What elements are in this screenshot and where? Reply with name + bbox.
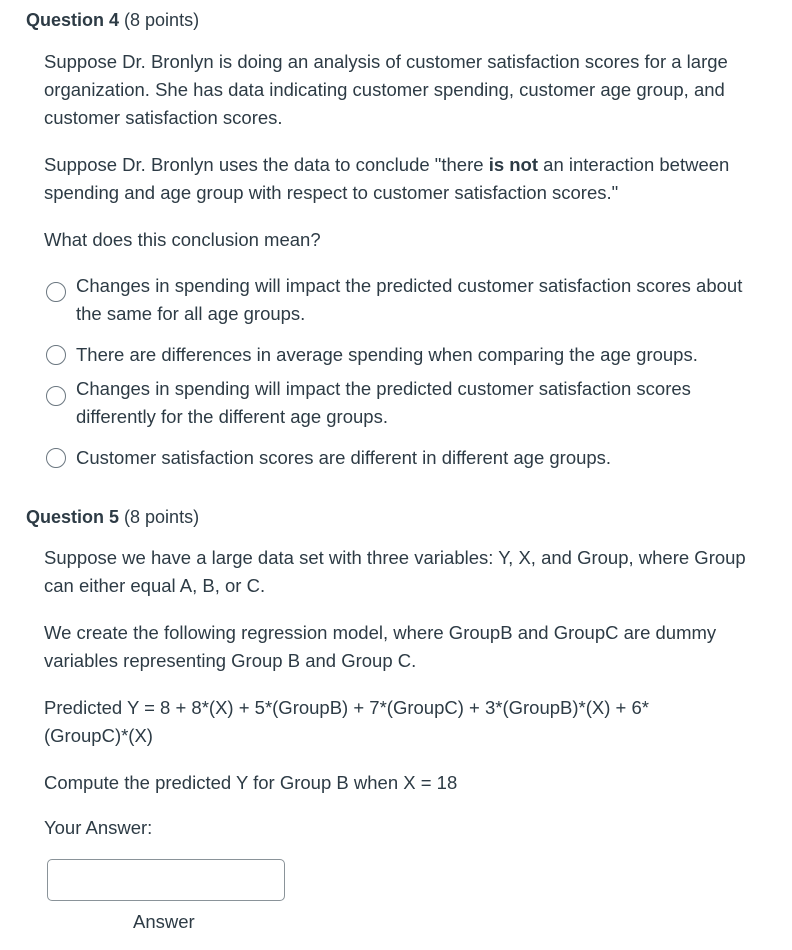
question-4-heading bbox=[26, 10, 199, 31]
option-4[interactable] bbox=[46, 444, 766, 472]
question-4-label: Question 4 bbox=[26, 10, 120, 30]
question-4-points: (8 points) bbox=[124, 10, 200, 30]
conclusion-text-start: Suppose Dr. Bronlyn uses the data to conclude "there bbox=[44, 154, 489, 175]
question-5-scenario: Suppose we have a large data set with three variables: Y, X, and Group, where Group can either equal A, B, or C. bbox=[44, 547, 746, 596]
answer-input[interactable] bbox=[47, 859, 285, 901]
option-1-label[interactable]: Changes in spending will impact the predicted customer satisfaction scores about the same for all age groups. bbox=[76, 275, 743, 324]
question-5-model-description: We create the following regression model, where GroupB and GroupC are dummy variables representing Group B and Group C. bbox=[44, 622, 717, 671]
option-2-radio[interactable] bbox=[46, 345, 66, 365]
option-3-label[interactable]: Changes in spending will impact the predicted customer satisfaction scores differently for the different age groups. bbox=[76, 378, 691, 427]
question-4-prompt: What does this conclusion mean? bbox=[44, 229, 321, 250]
option-3[interactable] bbox=[46, 375, 766, 431]
option-1-radio[interactable] bbox=[46, 282, 66, 302]
option-1[interactable] bbox=[46, 272, 766, 328]
question-5-points: (8 points) bbox=[124, 507, 200, 527]
question-5-heading bbox=[26, 507, 199, 528]
question-5-task: Compute the predicted Y for Group B when X = 18 bbox=[44, 772, 458, 793]
question-5-label: Question 5 bbox=[26, 507, 120, 527]
option-3-radio[interactable] bbox=[46, 386, 66, 406]
option-4-radio[interactable] bbox=[46, 448, 66, 468]
option-4-label[interactable]: Customer satisfaction scores are different in different age groups. bbox=[76, 447, 612, 468]
your-answer-label: Your Answer: bbox=[44, 817, 153, 838]
conclusion-text-end: an interaction between spending and age group with respect to customer satisfaction scores." bbox=[44, 154, 730, 203]
question-4-conclusion bbox=[44, 151, 764, 207]
conclusion-emphasis: is not bbox=[488, 154, 539, 175]
regression-equation: Predicted Y = 8 + 8*(X) + 5*(GroupB) + 7*(GroupC) + 3*(GroupB)*(X) + 6*(GroupC)*(X) bbox=[44, 697, 649, 746]
option-2[interactable] bbox=[46, 341, 766, 369]
answer-caption: Answer bbox=[133, 911, 195, 932]
question-4-scenario: Suppose Dr. Bronlyn is doing an analysis of customer satisfaction scores for a large organization. She has data indicating customer spending, customer age group, and customer satisfaction scores. bbox=[44, 51, 728, 128]
option-2-label[interactable]: There are differences in average spending when comparing the age groups. bbox=[76, 344, 698, 365]
